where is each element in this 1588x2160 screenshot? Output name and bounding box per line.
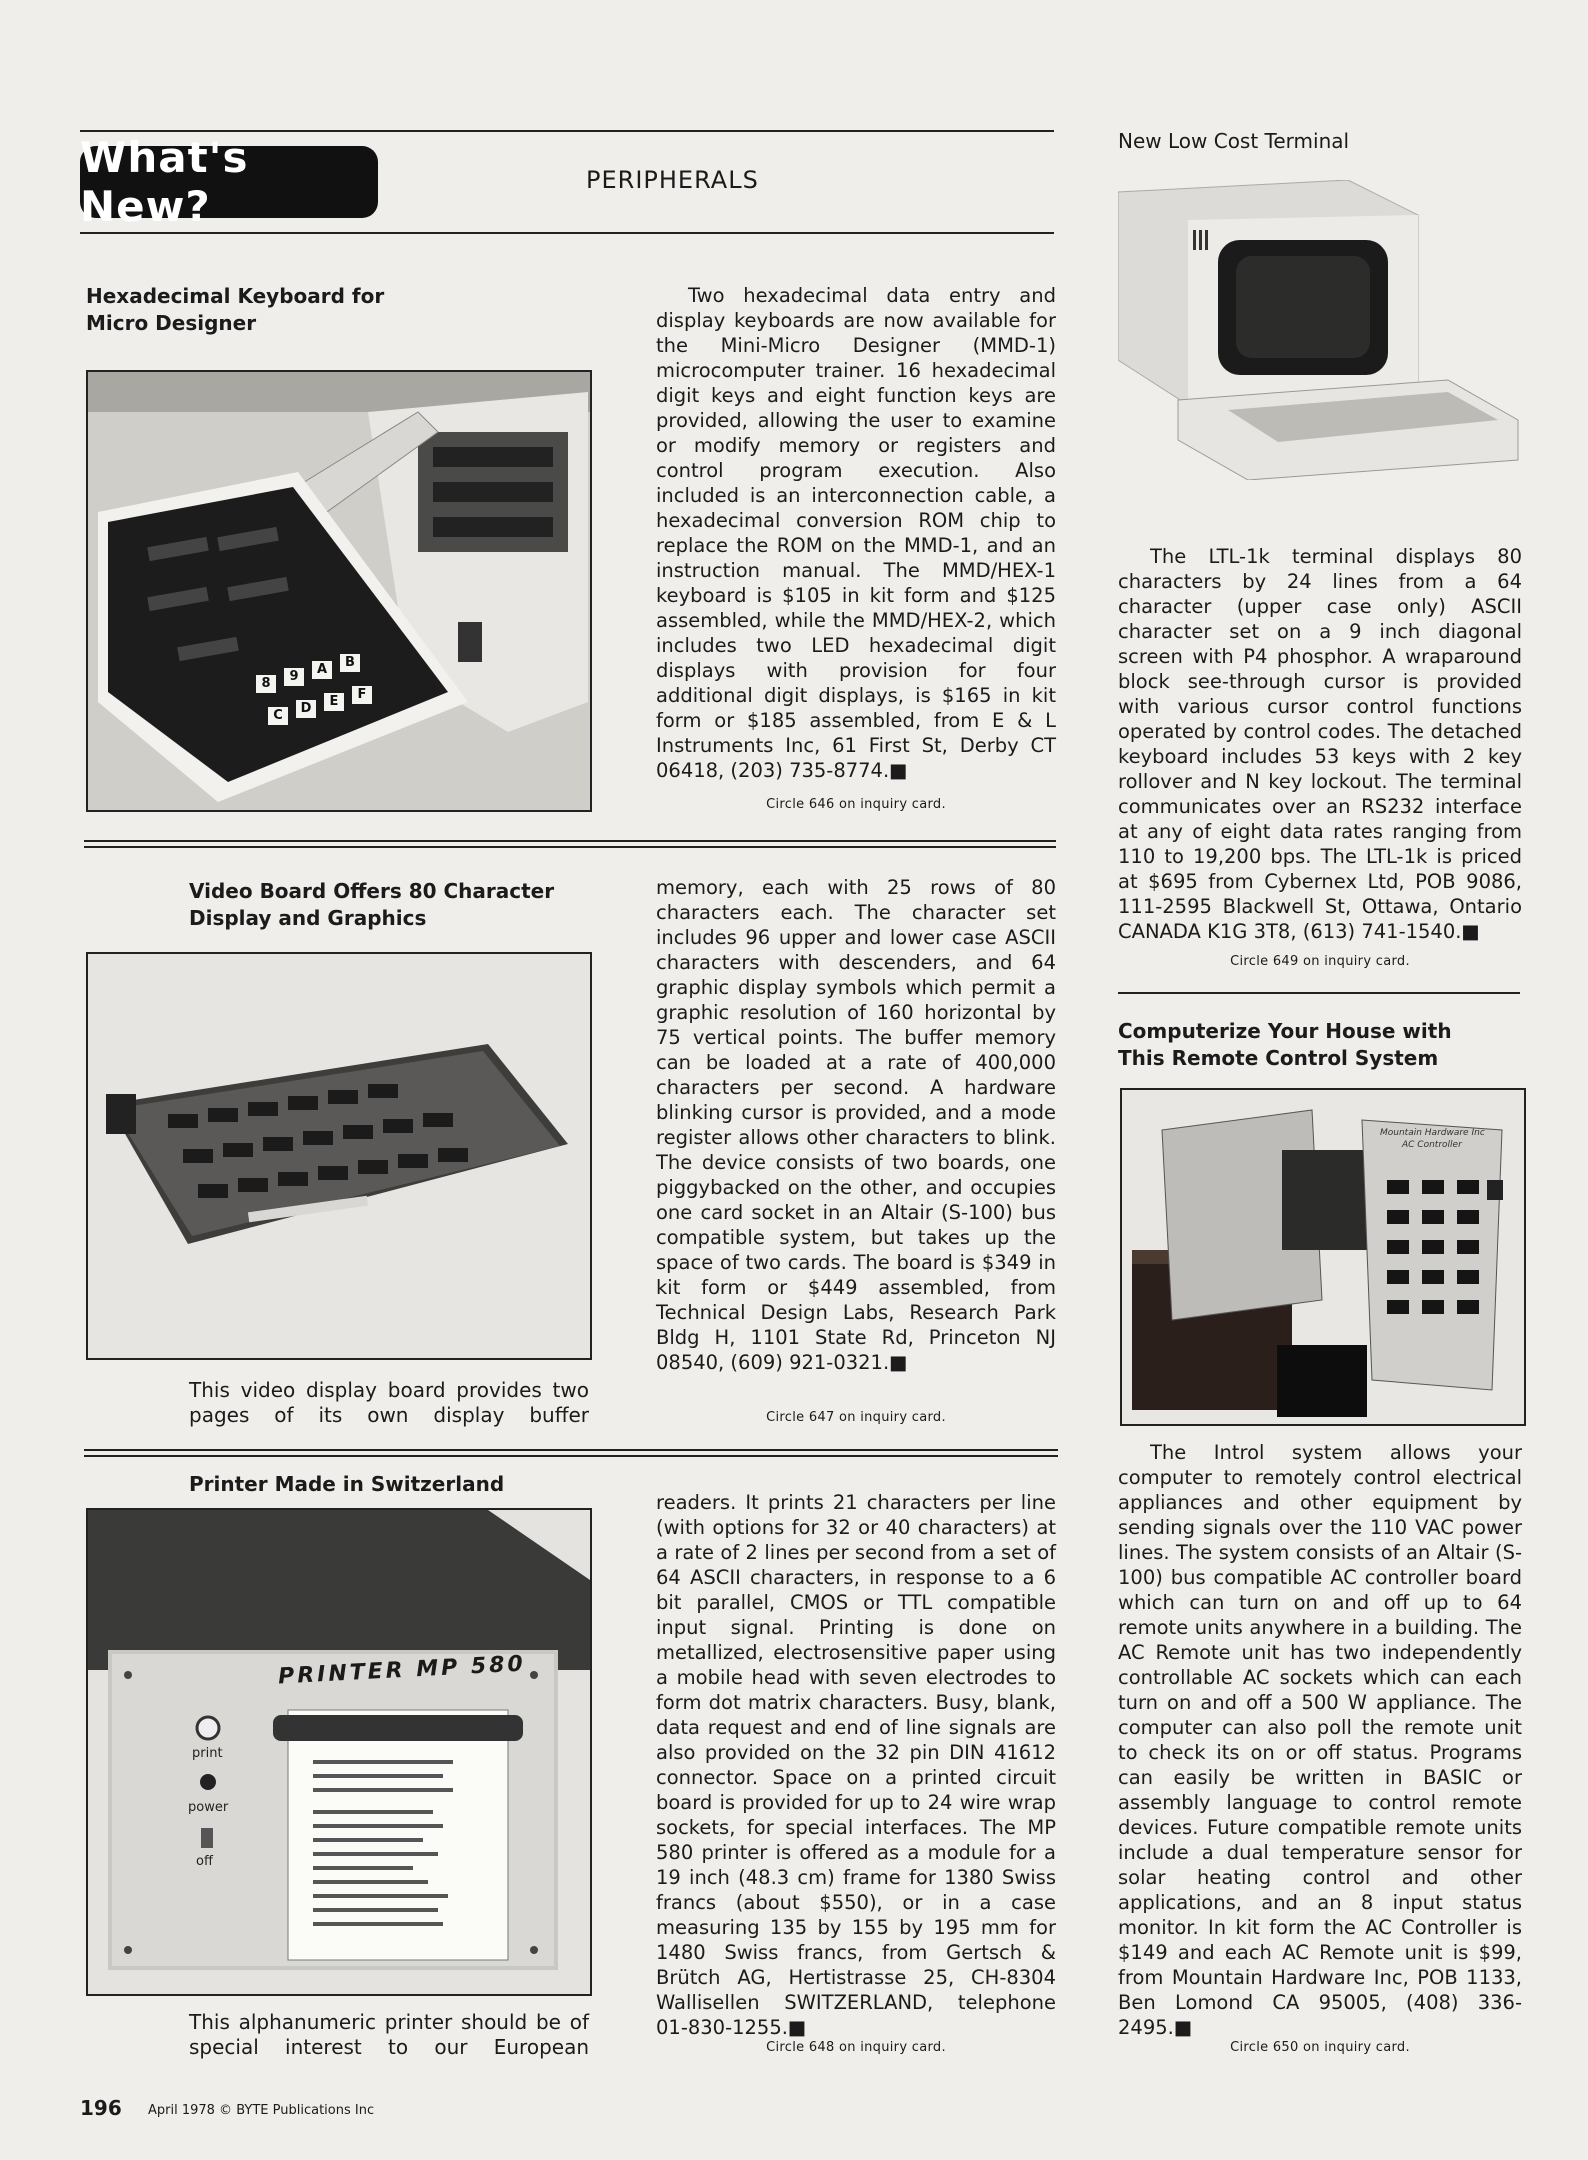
- header-bottom-rule: [80, 232, 1054, 234]
- terminal-title: New Low Cost Terminal: [1118, 129, 1350, 153]
- house-photo-label-1: Mountain Hardware Inc: [1380, 1128, 1485, 1138]
- section-rule-2b: [84, 1455, 1058, 1457]
- hex-key-f: F: [352, 686, 372, 704]
- section-rule-2a: [84, 1449, 1058, 1451]
- page-number: 196: [80, 2096, 122, 2120]
- house-photo-label-2: AC Controller: [1402, 1140, 1462, 1150]
- printer-label-power: power: [188, 1800, 229, 1815]
- printer-circle: Circle 648 on inquiry card.: [766, 2040, 946, 2055]
- right-section-rule: [1118, 992, 1520, 994]
- printer-caption: This alphanumeric printer should be of special interest to our European: [189, 2010, 589, 2059]
- printer-photo: [86, 1508, 592, 1996]
- printer-device-label: PRINTER MP 580: [277, 1651, 527, 1690]
- house-title: Computerize Your House with This Remote Control System: [1118, 1019, 1452, 1070]
- video-title: Video Board Offers 80 Character Display and Graphics: [189, 879, 555, 930]
- video-board-photo: [86, 952, 592, 1360]
- video-circle: Circle 647 on inquiry card.: [766, 1410, 946, 1425]
- hex-key-d: D: [296, 700, 316, 718]
- printer-label-print: print: [192, 1746, 223, 1761]
- hex-key-e: E: [324, 693, 344, 711]
- printer-title: Printer Made in Switzerland: [189, 1472, 505, 1496]
- terminal-circle: Circle 649 on inquiry card.: [1230, 954, 1410, 969]
- hex-key-8: 8: [256, 675, 276, 693]
- video-caption: This video display board provides two pages of its own display buffer: [189, 1378, 589, 1427]
- keyboard-circle: Circle 646 on inquiry card.: [766, 797, 946, 812]
- footer-credit: April 1978 © BYTE Publications Inc: [148, 2103, 375, 2118]
- terminal-photo: [1118, 180, 1528, 480]
- printer-body: readers. It prints 21 characters per line (with options for 32 or 40 characters) at a rate of 2 lines per second from a set of 64 ASCII characters, in response to a 6 bit parallel, CMOS or TTL compatible input signal. Printing is done on metallized, electrosensitive paper using a mobile head with seven electrodes to form dot matrix characters. Busy, blank, data request and end of line signals are also provided on the 32 pin DIN 41612 connector. Space on a printed circuit board is provided for up to 24 wire wrap sockets, for special interfaces. The MP 580 printer is offered as a module for a 19 inch (48.3 cm) frame for 1380 Swiss francs (about $550), or in a case measuring 135 by 155 by 195 mm for 1480 Swiss francs, from Gertsch & Brütch AG, Hertistrasse 25, CH-8304 Wallisellen SWITZERLAND, telephone 01-830-1255.■: [656, 1491, 1056, 2039]
- section-title: PERIPHERALS: [586, 166, 759, 194]
- keyboard-title: Hexadecimal Keyboard for Micro Designer: [86, 284, 385, 335]
- keyboard-photo: [86, 370, 592, 812]
- printer-label-off: off: [196, 1854, 213, 1869]
- keyboard-body: Two hexadecimal data entry and display keyboards are now available for the Mini-Micro Designer (MMD-1) microcomputer trainer. 16 hexadecimal digit keys and eight function keys are provided, allowing the user to examine or modify memory or registers and control program execution. Also included is an interconnection cable, a hexadecimal conversion ROM chip to replace the ROM on the MMD-1, and an instruction manual. The MMD/HEX-1 keyboard is $105 in kit form and $125 assembled, while the MMD/HEX-2, which includes two LED hexadecimal digit displays with provision for four additional digit displays, is $165 in kit form or $185 assembled, from E & L Instruments Inc, 61 First St, Derby CT 06418, (203) 735-8774.■: [656, 284, 1056, 782]
- hex-key-c: C: [268, 707, 288, 725]
- video-body: memory, each with 25 rows of 80 characters each. The character set includes 96 upper and lower case ASCII characters with descenders, and 64 graphic display symbols which permit a graphic resolution of 160 horizontal by 75 vertical points. The buffer memory can be loaded at a rate of 400,000 characters per second. A hardware blinking cursor is provided, and a mode register allows other characters to blink. The device consists of two boards, one piggybacked on the other, and occupies one card socket in an Altair (S-100) bus compatible system, but takes up the space of two cards. The board is $349 in kit form or $449 assembled, from Technical Design Labs, Research Park Bldg H, 1101 State Rd, Princeton NJ 08540, (609) 921-0321.■: [656, 876, 1056, 1374]
- top-rule: [80, 130, 1054, 132]
- terminal-body: The LTL-1k terminal displays 80 characters by 24 lines from a 64 character (upper case only) ASCII character set on a 9 inch diagonal screen with P4 phosphor. A wraparound block see-through cursor is provided with various cursor control functions operated by control codes. The detached keyboard includes 53 keys with 2 key rollover and N key lockout. The terminal communicates over an RS232 interface at any of eight data rates ranging from 110 to 19,200 bps. The LTL-1k is priced at $695 from Cybernex Ltd, POB 9086, 111-2595 Blackwell St, Ottawa, Ontario CANADA K1G 3T8, (613) 741-1540.■: [1118, 545, 1522, 943]
- hex-key-9: 9: [284, 668, 304, 686]
- section-rule-1a: [84, 840, 1056, 842]
- hex-key-a: A: [312, 661, 332, 679]
- house-body: The Introl system allows your computer to remotely control electrical appliances and other equipment by sending signals over the 110 VAC power lines. The system consists of an Altair (S-100) bus compatible AC controller board which can turn on and off up to 64 remote units anywhere in a building. The AC Remote unit has two independently controllable AC sockets which can each turn on and off a 500 W appliance. The computer can also poll the remote unit to check its on or off status. Programs can easily be written in BASIC or assembly language to control remote devices. Future compatible remote units include a dual temperature sensor for solar heating control and other applications, and an 8 input status monitor. In kit form the AC Controller is $149 and each AC Remote unit is $99, from Mountain Hardware Inc, POB 1133, Ben Lomond CA 95005, (408) 336-2495.■: [1118, 1441, 1522, 2039]
- whats-new-logo: What's New?: [80, 146, 378, 218]
- hex-key-b: B: [340, 654, 360, 672]
- section-rule-1b: [84, 846, 1056, 848]
- house-photo: [1120, 1088, 1526, 1426]
- house-circle: Circle 650 on inquiry card.: [1230, 2040, 1410, 2055]
